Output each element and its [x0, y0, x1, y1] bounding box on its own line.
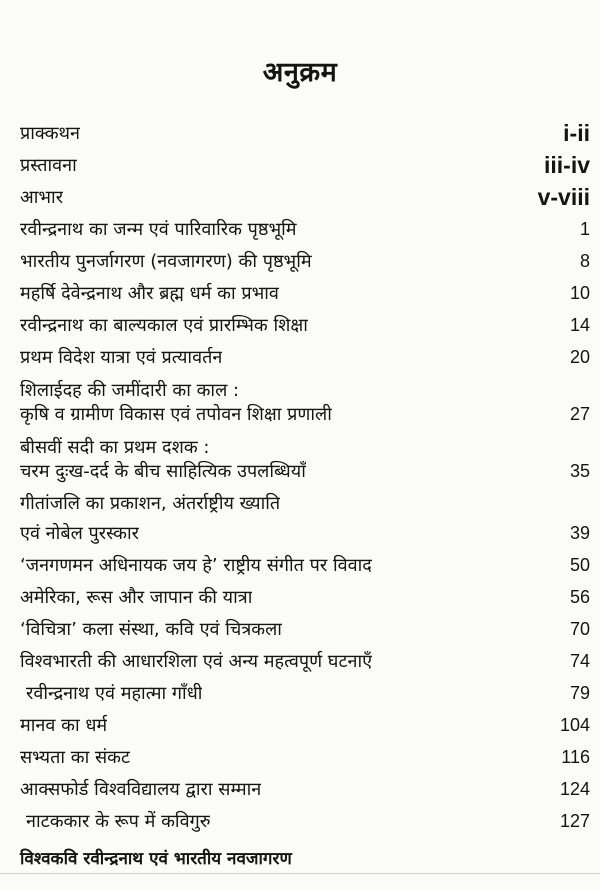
toc-entry-title: भारतीय पुनर्जागरण (नवजागरण) की पृष्ठभूमि [20, 251, 312, 272]
toc-entry [20, 455, 590, 487]
toc-entry-page: 116 [561, 746, 590, 767]
toc-entry [20, 645, 590, 677]
toc-entry-title: रवीन्द्रनाथ का बाल्यकाल एवं प्रारम्भिक शिक्षा [20, 315, 308, 336]
toc-entry-page: iii-iv [543, 151, 590, 178]
toc-entry [20, 741, 590, 773]
toc-entry [20, 581, 590, 613]
toc-entry-page: i-ii [563, 119, 590, 146]
toc-entry-title: प्रथम विदेश यात्रा एवं प्रत्यावर्तन [20, 347, 223, 368]
toc-entry-title: शिलाईदह की जमींदारी का काल : [20, 380, 240, 401]
toc-entry-page: 35 [569, 460, 590, 481]
toc-entry-title: प्रस्तावना [20, 155, 77, 176]
toc-entry-title: नाटककार के रूप में कविगुरु [26, 811, 211, 832]
toc-entry-title: बीसवीं सदी का प्रथम दशक : [20, 437, 210, 458]
toc-entry [20, 709, 590, 741]
toc-entry-title: गीतांजलि का प्रकाशन, अंतर्राष्ट्रीय ख्याति [20, 493, 281, 514]
toc-entry [20, 149, 590, 181]
toc-entry-page: 8 [579, 250, 590, 271]
toc-entry-page: 1 [579, 218, 590, 239]
toc-entry-page: 74 [569, 650, 590, 671]
toc-entry [26, 677, 590, 709]
toc-entry-page: 127 [559, 810, 590, 831]
toc-entry-page: 27 [569, 403, 590, 424]
toc-entry [26, 805, 590, 837]
toc-entry-title: आभार [20, 187, 64, 208]
toc-entry [20, 517, 590, 549]
toc-entry [20, 549, 590, 581]
toc-entry-page: 56 [569, 586, 590, 607]
toc-entry-page: 50 [569, 554, 590, 575]
toc-entry-page: 20 [569, 346, 590, 367]
toc-entry-title: चरम दुःख-दर्द के बीच साहित्यिक उपलब्धियाँ [20, 461, 306, 482]
toc-entry-title: अमेरिका, रूस और जापान की यात्रा [20, 587, 253, 608]
toc-entry [20, 245, 590, 277]
toc-entry [20, 277, 590, 309]
toc-entry [20, 181, 590, 213]
toc-entry-title: ‘जनगणमन अधिनायक जय हे’ राष्ट्रीय संगीत पर विवाद [20, 555, 372, 576]
toc-entry-title: मानव का धर्म [20, 715, 108, 736]
toc-entry-title: प्राक्कथन [20, 123, 81, 144]
toc-entry [20, 487, 590, 519]
toc-entry [20, 117, 590, 149]
page-title: अनुक्रम [262, 57, 338, 88]
toc-entry [20, 213, 590, 245]
toc-entry-title: महर्षि देवेन्द्रनाथ और ब्रह्म धर्म का प्रभाव [20, 283, 279, 304]
toc-entry [20, 773, 590, 805]
toc-entry-page: 14 [569, 314, 590, 335]
toc-entry-title: कृषि व ग्रामीण विकास एवं तपोवन शिक्षा प्रणाली [20, 404, 332, 425]
toc-entry-page: 104 [559, 714, 590, 735]
toc-entry-page: v-viii [537, 183, 590, 210]
toc-entry-title: एवं नोबेल पुरस्कार [20, 523, 139, 544]
toc-entry-title: आक्सफोर्ड विश्वविद्यालय द्वारा सम्मान [20, 779, 262, 800]
toc-entry [20, 309, 590, 341]
toc-entry-page: 10 [569, 282, 590, 303]
toc-entry-title: विश्वभारती की आधारशिला एवं अन्य महत्वपूर्ण घटनाएँ [20, 651, 373, 672]
toc-entry-page: 124 [559, 778, 590, 799]
toc-entry [20, 341, 590, 373]
toc-entry-title: ‘विचित्रा’ कला संस्था, कवि एवं चित्रकला [20, 619, 282, 640]
toc-entry-page: 79 [569, 682, 590, 703]
toc-entry [20, 613, 590, 645]
running-footer: विश्वकवि रवीन्द्रनाथ एवं भारतीय नवजागरण [20, 849, 292, 869]
toc-entry-title: रवीन्द्रनाथ का जन्म एवं पारिवारिक पृष्ठभूमि [20, 219, 297, 240]
toc-entry-title: सभ्यता का संकट [20, 747, 131, 768]
toc-entry-title: रवीन्द्रनाथ एवं महात्मा गाँधी [26, 683, 203, 704]
toc-entry-page: 39 [569, 522, 590, 543]
toc-entry-page: 70 [569, 618, 590, 639]
toc-entry [20, 398, 590, 430]
footer-rule [0, 873, 600, 874]
